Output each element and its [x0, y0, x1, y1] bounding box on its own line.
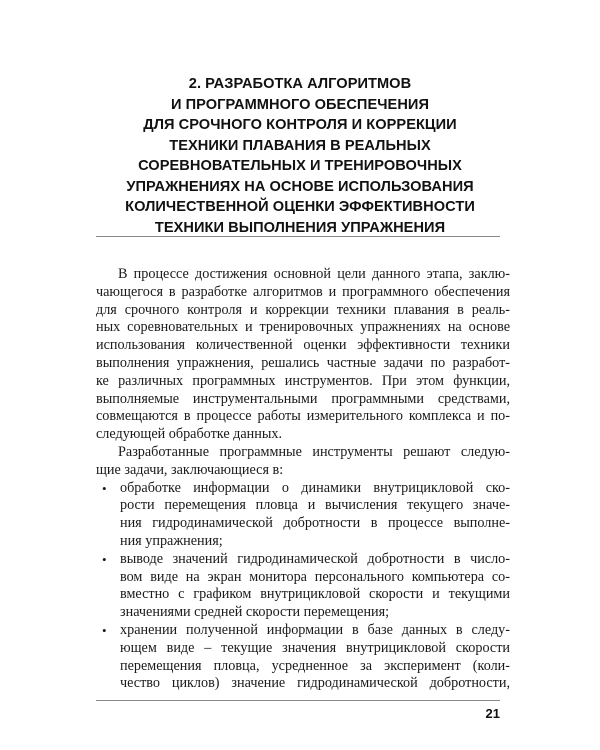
bullet-marker: •: [102, 551, 107, 567]
text-line: обработке информации о динамики внутрицикловой ско-: [120, 479, 510, 496]
chapter-heading: [100, 74, 500, 238]
heading-line: 2. РАЗРАБОТКА АЛГОРИТМОВ: [188, 76, 412, 92]
text-line: Разработанные программные инструменты решают следую-: [118, 443, 510, 460]
text-line: выполнения упражнения, решались частные задачи по разработ-: [96, 354, 510, 371]
text-line: ке различных программных инструментов. При этом функции,: [96, 372, 510, 389]
text-line: вом виде на экран монитора персонального компьютера со-: [120, 568, 510, 585]
heading-line: УПРАЖНЕНИЯХ НА ОСНОВЕ ИСПОЛЬЗОВАНИЯ: [126, 178, 474, 195]
page-number: 21: [485, 706, 500, 721]
text-line: ных соревновательных и тренировочных упражнениях на основе: [96, 319, 510, 336]
bullet-list: [96, 480, 510, 694]
list-item: [96, 622, 510, 693]
text-line: выполняемые инструментальными программными средствами,: [96, 390, 510, 407]
text-line: значениями средней скорости перемещения;: [120, 604, 390, 621]
text-line: вместно с графиком внутрицикловой скорости и текущими: [120, 586, 510, 603]
text-line: для срочного контроля и коррекции техники плавания в реаль-: [96, 301, 510, 318]
text-line: совмещаются в процессе работы измерительного комплекса и по-: [96, 408, 510, 425]
text-line: ющем виде – текущие значения внутрицикловой скорости: [120, 639, 510, 656]
bullet-marker: •: [102, 480, 107, 496]
heading-line: ТЕХНИКИ ПЛАВАНИЯ В РЕАЛЬНЫХ: [169, 137, 431, 154]
text-line: В процессе достижения основной цели данного этапа, заклю-: [118, 266, 510, 282]
text-line: рости перемещения пловца и вычисления текущего значе-: [120, 497, 510, 514]
text-line: ния гидродинамической добротности в процессе выполне-: [120, 515, 510, 532]
heading-line: КОЛИЧЕСТВЕННОЙ ОЦЕНКИ ЭФФЕКТИВНОСТИ: [125, 199, 475, 215]
text-line: следующей обработке данных.: [96, 426, 283, 443]
heading-divider: [96, 236, 500, 237]
text-line: ния упражнения;: [120, 532, 223, 549]
list-item: [96, 551, 510, 622]
heading-line: ТЕХНИКИ ВЫПОЛНЕНИЯ УПРАЖНЕНИЯ: [154, 219, 446, 236]
heading-line: И ПРОГРАММНОГО ОБЕСПЕЧЕНИЯ: [170, 96, 430, 113]
list-item: [96, 480, 510, 551]
text-line: хранении полученной информации в базе данных в следу-: [120, 621, 510, 638]
bullet-marker: •: [102, 622, 107, 638]
heading-line: СОРЕВНОВАТЕЛЬНЫХ И ТРЕНИРОВОЧНЫХ: [138, 158, 462, 174]
text-line: чающегося в разработке алгоритмов и программного обеспечения: [96, 283, 510, 300]
text-line: щие задачи, заключающиеся в:: [96, 461, 284, 478]
paragraph: [96, 444, 510, 480]
text-line: чество циклов) значение гидродинамической добротности,: [120, 675, 510, 692]
paragraph: [96, 266, 510, 444]
text-line: перемещения пловца, усредненное за эксперимент (коли-: [120, 657, 510, 674]
heading-line: ДЛЯ СРОЧНОГО КОНТРОЛЯ И КОРРЕКЦИИ: [143, 117, 457, 133]
text-line: выводе значений гидродинамической добротности в число-: [120, 550, 510, 567]
text-line: использования количественной оценки эффективности техники: [96, 337, 510, 354]
footer-divider: [96, 700, 500, 701]
body-text: [96, 266, 510, 693]
